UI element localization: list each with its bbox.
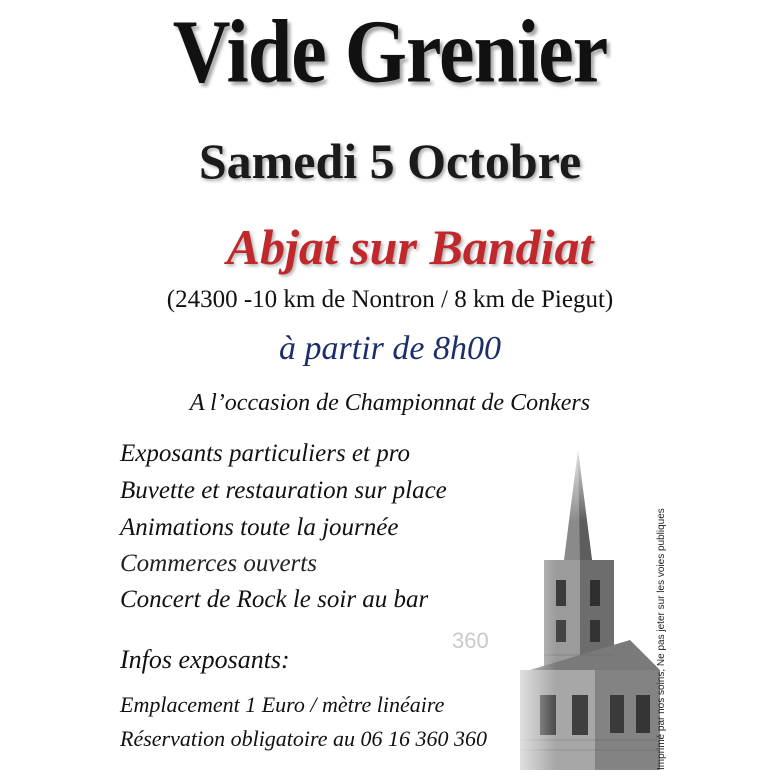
event-distance: (24300 -10 km de Nontron / 8 km de Piegut) bbox=[166, 286, 614, 313]
detail-line: Réservation obligatoire au 06 16 360 360 bbox=[120, 726, 488, 751]
feature-line: Buvette et restauration sur place bbox=[120, 477, 447, 504]
print-notice: Imprimé par nos soins, Ne pas jeter sur les voies publiques bbox=[656, 508, 667, 770]
poster-title: Vide Grenier bbox=[172, 3, 608, 102]
event-town: Abjat sur Bandiat bbox=[226, 219, 594, 275]
church-sketch-illustration bbox=[500, 440, 660, 770]
feature-line: Commerces ouverts bbox=[120, 550, 317, 577]
feature-line: Concert de Rock le soir au bar bbox=[120, 586, 429, 613]
feature-line: Exposants particuliers et pro bbox=[120, 440, 411, 467]
ghost-number: 360 bbox=[452, 628, 489, 653]
detail-line: Emplacement 1 Euro / mètre linéaire bbox=[120, 692, 445, 717]
event-date: Samedi 5 Octobre bbox=[198, 133, 582, 189]
event-occasion: A l’occasion de Championnat de Conkers bbox=[189, 390, 591, 416]
infos-heading: Infos exposants: bbox=[120, 645, 290, 674]
event-start-time: à partir de 8h00 bbox=[279, 330, 501, 367]
feature-line: Animations toute la journée bbox=[120, 514, 399, 541]
